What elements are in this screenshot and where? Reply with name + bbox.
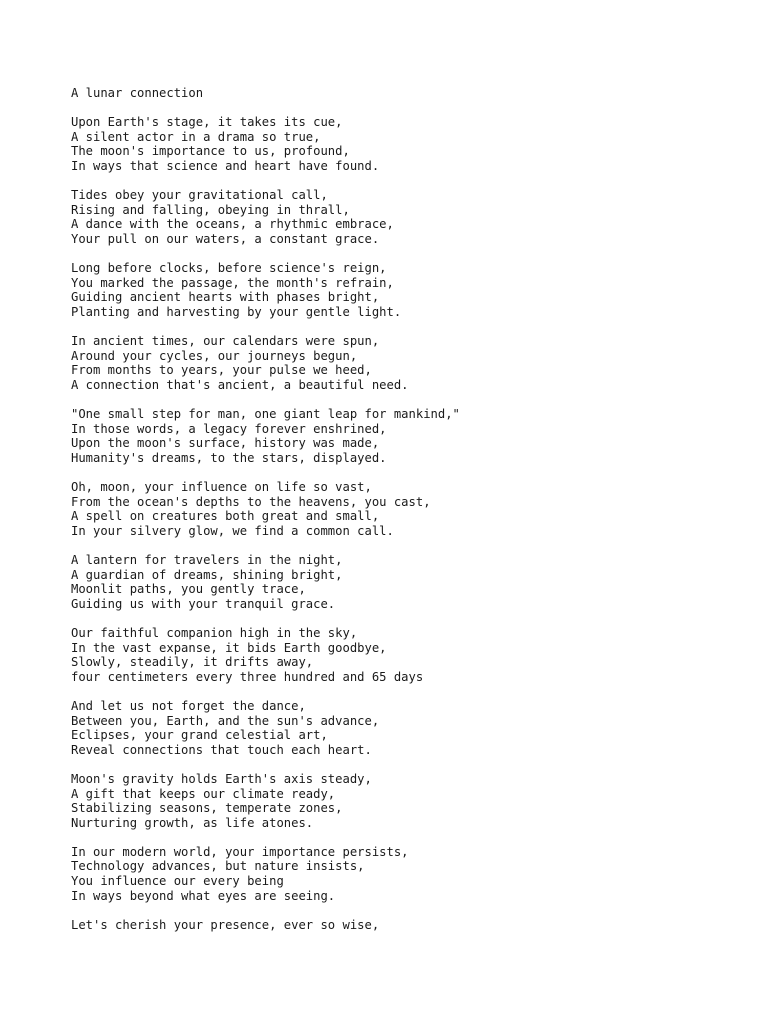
poem-line: In ancient times, our calendars were spun,	[71, 334, 380, 349]
poem-line: Tides obey your gravitational call,	[71, 188, 328, 203]
poem-line: A lantern for travelers in the night,	[71, 553, 343, 567]
poem-line: In ways beyond what eyes are seeing.	[71, 888, 336, 903]
poem-line: Slowly, steadily, it drifts away,	[71, 655, 314, 670]
poem-stanza	[71, 918, 751, 933]
poem-line: Moon's gravity holds Earth's axis steady,	[71, 771, 372, 786]
poem-line: In your silvery glow, we find a common call.	[71, 523, 394, 538]
poem-stanza	[71, 407, 751, 465]
poem-line: Humanity's dreams, to the stars, displayed.	[71, 450, 387, 465]
poem-line: "One small step for man, one giant leap for mankind,"	[71, 407, 460, 422]
poem-title: A lunar connection	[71, 86, 204, 100]
poem-line: Our faithful companion high in the sky,	[71, 625, 358, 640]
poem-line: A spell on creatures both great and small,	[71, 509, 380, 524]
poem-stanza	[71, 699, 751, 757]
poem-line: Your pull on our waters, a constant grace.	[71, 231, 380, 246]
poem-line: Long before clocks, before science's reign,	[71, 261, 387, 276]
poem-stanza	[71, 845, 751, 903]
poem-line: Stabilizing seasons, temperate zones,	[71, 801, 343, 816]
poem-line: Upon the moon's surface, history was made,	[71, 436, 380, 451]
poem-line: From the ocean's depths to the heavens, you cast,	[71, 494, 431, 509]
poem-stanza	[71, 261, 751, 319]
poem-line: In the vast expanse, it bids Earth goodbye,	[71, 640, 387, 655]
poem-stanza	[71, 115, 751, 173]
poem-line: In our modern world, your importance persists,	[71, 844, 409, 859]
poem-line: Eclipses, your grand celestial art,	[71, 728, 328, 743]
poem-line: From months to years, your pulse we heed,	[71, 363, 372, 378]
poem-line: Between you, Earth, and the sun's advance,	[71, 713, 380, 728]
poem-stanza	[71, 480, 751, 538]
poem-line: Nurturing growth, as life atones.	[71, 815, 314, 830]
poem-line: A gift that keeps our climate ready,	[71, 786, 336, 801]
poem-line: The moon's importance to us, profound,	[71, 144, 350, 159]
poem-line: Oh, moon, your influence on life so vast,	[71, 480, 372, 495]
poem-line: A dance with the oceans, a rhythmic embrace,	[71, 217, 394, 232]
poem-line: In those words, a legacy forever enshrined,	[71, 421, 387, 436]
poem-line: And let us not forget the dance,	[71, 698, 306, 713]
poem-line: You influence our every being	[71, 874, 284, 889]
poem-stanza	[71, 334, 751, 392]
poem-line: four centimeters every three hundred and 65 days	[71, 669, 424, 684]
poem-line: A silent actor in a drama so true,	[71, 129, 321, 144]
poem-line: A connection that's ancient, a beautiful need.	[71, 377, 409, 392]
poem-line: Let's cherish your presence, ever so wise,	[71, 917, 380, 932]
poem-stanza	[71, 553, 751, 611]
poem-line: Planting and harvesting by your gentle light.	[71, 304, 402, 319]
poem-line: Moonlit paths, you gently trace,	[71, 582, 306, 597]
poem-line: Guiding ancient hearts with phases bright,	[71, 290, 380, 305]
poem-line: Around your cycles, our journeys begun,	[71, 348, 358, 363]
document-page	[71, 86, 751, 947]
poem-body	[71, 115, 751, 932]
poem-line: Technology advances, but nature insists,	[71, 859, 365, 874]
poem-line: Reveal connections that touch each heart.	[71, 742, 372, 757]
poem-line: Guiding us with your tranquil grace.	[71, 596, 336, 611]
poem-stanza	[71, 772, 751, 830]
poem-line: You marked the passage, the month's refrain,	[71, 275, 394, 290]
poem-line: A guardian of dreams, shining bright,	[71, 567, 343, 582]
poem-line: In ways that science and heart have found.	[71, 158, 380, 173]
poem-stanza	[71, 626, 751, 684]
poem-line: Rising and falling, obeying in thrall,	[71, 202, 350, 217]
poem-line: Upon Earth's stage, it takes its cue,	[71, 115, 343, 130]
poem-stanza	[71, 188, 751, 246]
